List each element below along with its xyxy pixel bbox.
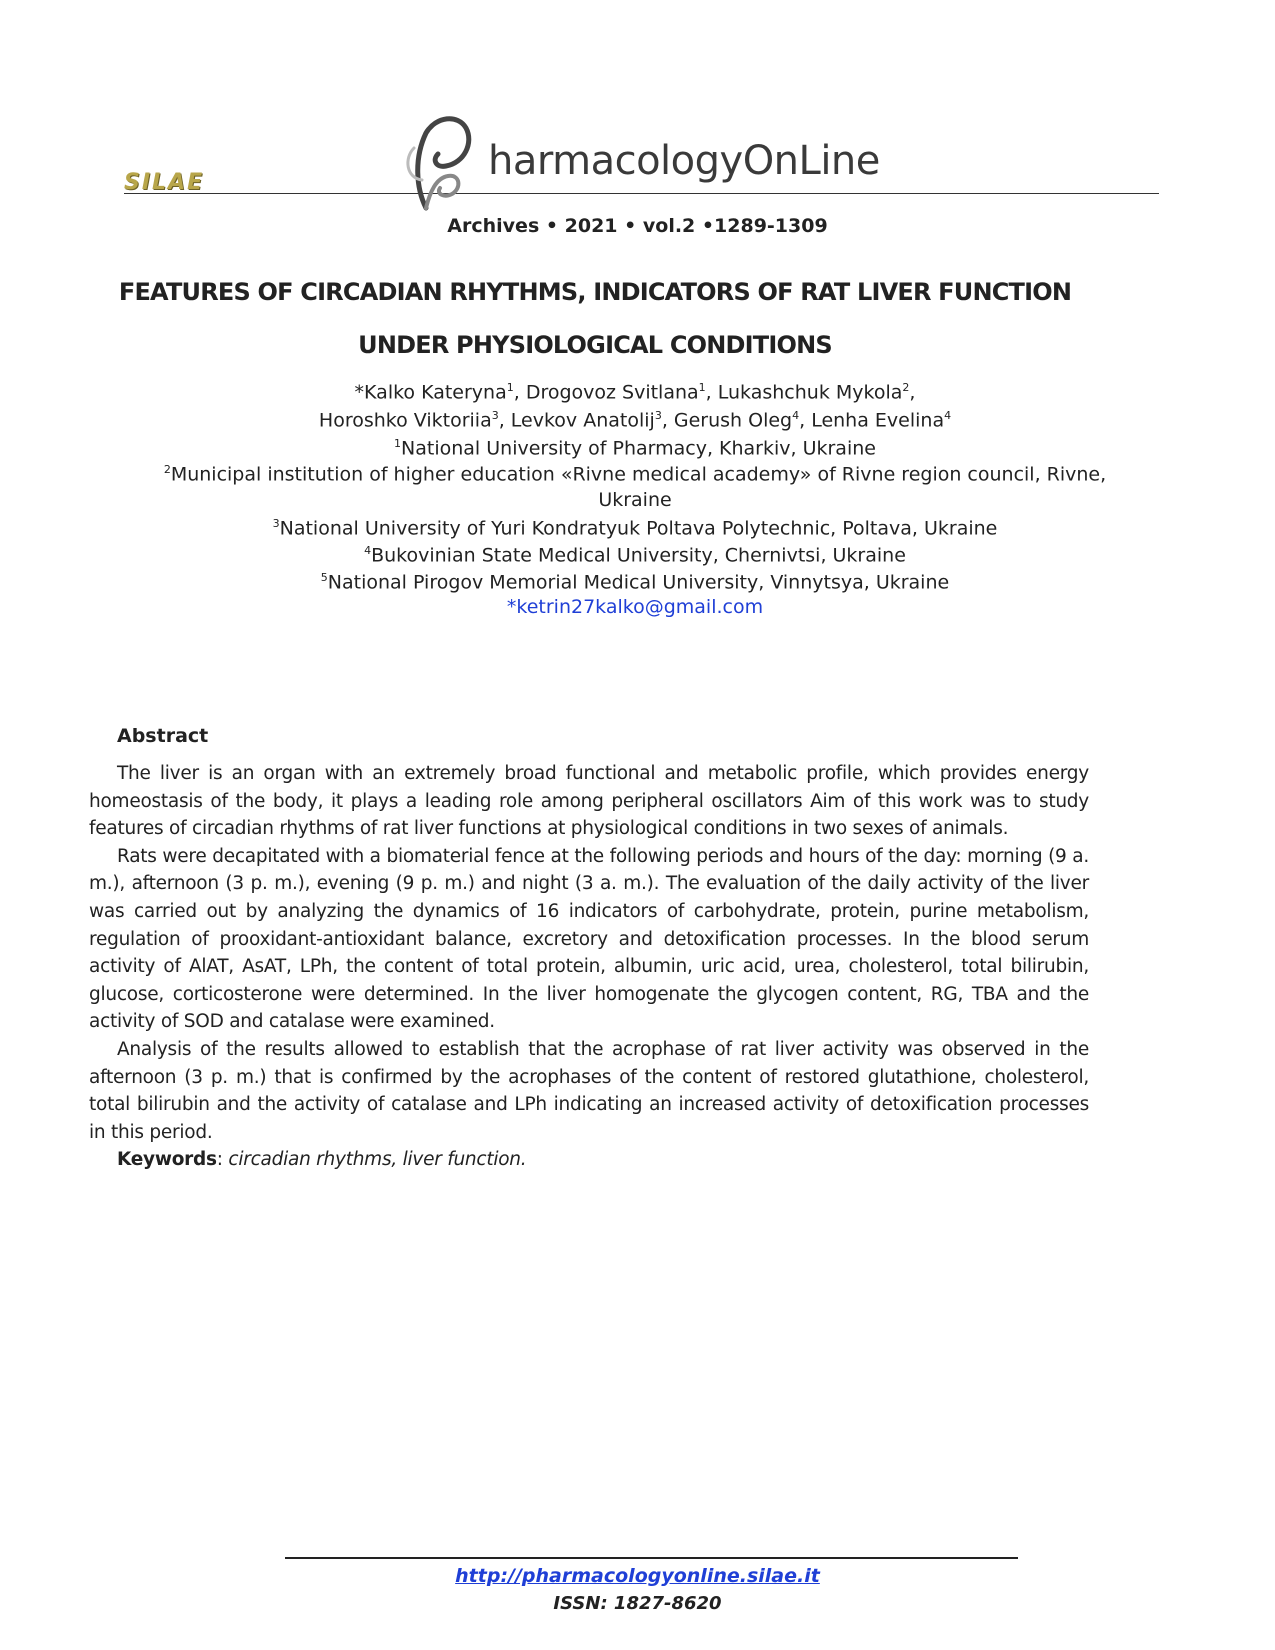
footer-url-wrap [0, 1565, 1275, 1587]
affiliation-5: $^5$National Pirogov Memorial Medical University, Vinnytsya, Ukraine [320, 571, 950, 594]
affiliation-3: $^3$National University of Yuri Kondratyuk Poltava Polytechnic, Poltava, Ukraine [272, 517, 998, 540]
abstract-body [89, 760, 1089, 1174]
corresponding-email[interactable]: *ketrin27kalko@gmail.com [506, 596, 764, 618]
authors-line1: *Kalko Kateryna$^1$, Drogovoz Svitlana$^1$, Lukashchuk Mykola$^2$, [354, 381, 916, 404]
affiliation-1: $^1$National University of Pharmacy, Kharkiv, Ukraine [394, 437, 876, 460]
journal-url-link[interactable]: http://pharmacologyonline.silae.it [455, 1565, 820, 1587]
footer-issn: ISSN: 1827-8620 [553, 1593, 722, 1614]
keywords-line: Keywords: circadian rhythms, liver function. [117, 1149, 527, 1171]
affiliation-4: $^4$Bukovinian State Medical University, Chernivtsi, Ukraine [364, 544, 906, 567]
archives-line: Archives • 2021 • vol.2 •1289-1309 [447, 215, 828, 237]
paper-title-line2: UNDER PHYSIOLOGICAL CONDITIONS [358, 331, 832, 359]
abstract-paragraph-2: Rats were decapitated with a biomaterial fence at the following periods and hours of the day: morning (9 a. m.), afternoon (3 p. m.), evening (9 p. m.) and night (3 a. m.). The evaluation of the daily activity of the liver was carried out by analyzing the dynamics of 16 indicators of carbohydrate, protein, purine metabolism, regulation of prooxidant-antioxidant balance, excretory and detoxification processes. In the blood serum activity of AlAT, AsAT, LPh, the content of total protein, albumin, uric acid, urea, cholesterol, total bilirubin, glucose, corticosterone were determined. In the liver homogenate the glycogen content, RG, TBA and the activity of SOD and catalase were examined. [89, 845, 1089, 1033]
abstract-heading: Abstract [117, 725, 209, 747]
abstract-paragraph-1: The liver is an organ with an extremely broad functional and metabolic profile, which provides energy homeostasis of the body, it plays a leading role among peripheral oscillators Aim of this work was to study features of circadian rhythms of rat liver functions at physiological conditions in two sexes of animals. [89, 763, 1089, 840]
journal-name: harmacologyOnLine [488, 138, 880, 184]
footer-rule [285, 1557, 1018, 1559]
pharmacology-logo-p-icon [396, 108, 492, 218]
abstract-paragraph-3: Analysis of the results allowed to establish that the acrophase of rat liver activity was observed in the afternoon (3 p. m.) that is confirmed by the acrophases of the content of restored glutathione, cholesterol, total bilirubin and the activity of catalase and LPh indicating an increased activity of detoxification processes in this period. [89, 1038, 1089, 1143]
affiliation-2: $^2$Municipal institution of higher education «Rivne medical academy» of Rivne region council, Rivne, [163, 463, 1107, 486]
silae-logo: SILAE [124, 170, 205, 195]
authors-line2: Horoshko Viktoriia$^3$, Levkov Anatolij$^3$, Gerush Oleg$^4$, Lenha Evelina$^4$ [318, 409, 952, 432]
paper-title-line1: FEATURES OF CIRCADIAN RHYTHMS, INDICATORS OF RAT LIVER FUNCTION [118, 278, 1072, 306]
header-rule [124, 193, 1159, 194]
affiliation-2-cont: Ukraine [598, 489, 672, 511]
keywords-text: circadian rhythms, liver function. [228, 1149, 527, 1171]
keywords-label: Keywords [117, 1149, 217, 1171]
